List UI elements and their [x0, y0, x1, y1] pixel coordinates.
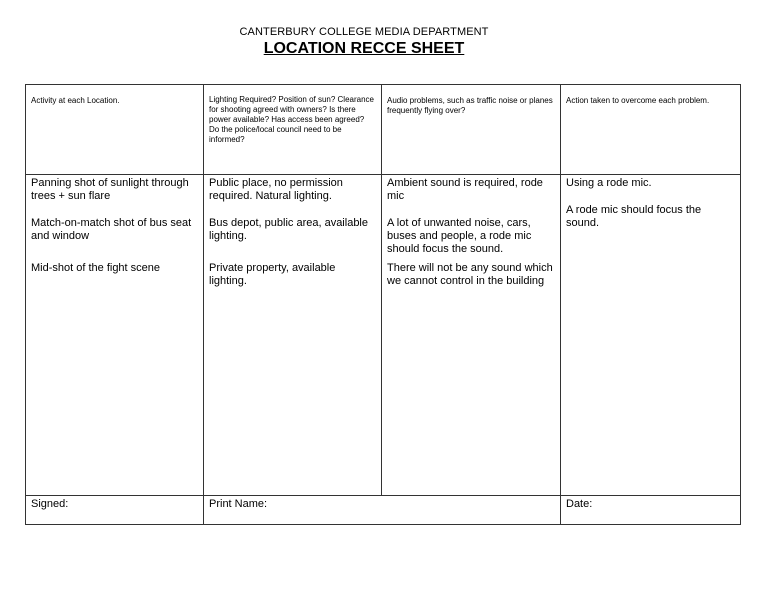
list-item: Match-on-match shot of bus seat and window	[31, 217, 192, 242]
table-header-row	[26, 85, 741, 175]
action-cell	[561, 175, 741, 496]
recce-table	[25, 84, 741, 525]
signed-field[interactable]: Signed:	[26, 496, 204, 525]
list-item: There will not be any sound which we cannot control in the building	[387, 262, 553, 287]
column-header-action: Action taken to overcome each problem.	[561, 85, 741, 175]
print-name-field[interactable]: Print Name:	[204, 496, 561, 525]
list-item: A lot of unwanted noise, cars, buses and people, a rode mic should focus the sound.	[387, 217, 532, 255]
column-header-audio: Audio problems, such as traffic noise or planes frequently flying over?	[382, 85, 561, 175]
signature-row	[26, 496, 741, 525]
list-item: A rode mic should focus the sound.	[566, 204, 702, 229]
list-item: Public place, no permission required. Natural lighting.	[209, 177, 343, 202]
activity-cell	[26, 175, 204, 496]
organization-heading: CANTERBURY COLLEGE MEDIA DEPARTMENT	[239, 26, 489, 38]
date-field[interactable]: Date:	[561, 496, 741, 525]
column-header-lighting: Lighting Required? Position of sun? Clearance for shooting agreed with owners? Is there power available? Has access been agreed? Do the police/local council need to be informed?	[204, 85, 382, 175]
list-item: Mid-shot of the fight scene	[31, 262, 161, 274]
list-item: Panning shot of sunlight through trees + sun flare	[31, 177, 189, 202]
column-header-activity: Activity at each Location.	[26, 85, 204, 175]
table-row	[26, 175, 741, 496]
list-item: Ambient sound is required, rode mic	[387, 177, 543, 202]
lighting-cell	[204, 175, 382, 496]
page-title: LOCATION RECCE SHEET	[263, 40, 465, 57]
list-item: Using a rode mic.	[566, 177, 652, 189]
audio-cell	[382, 175, 561, 496]
list-item: Bus depot, public area, available lighting.	[209, 217, 368, 242]
list-item: Private property, available lighting.	[209, 262, 336, 287]
